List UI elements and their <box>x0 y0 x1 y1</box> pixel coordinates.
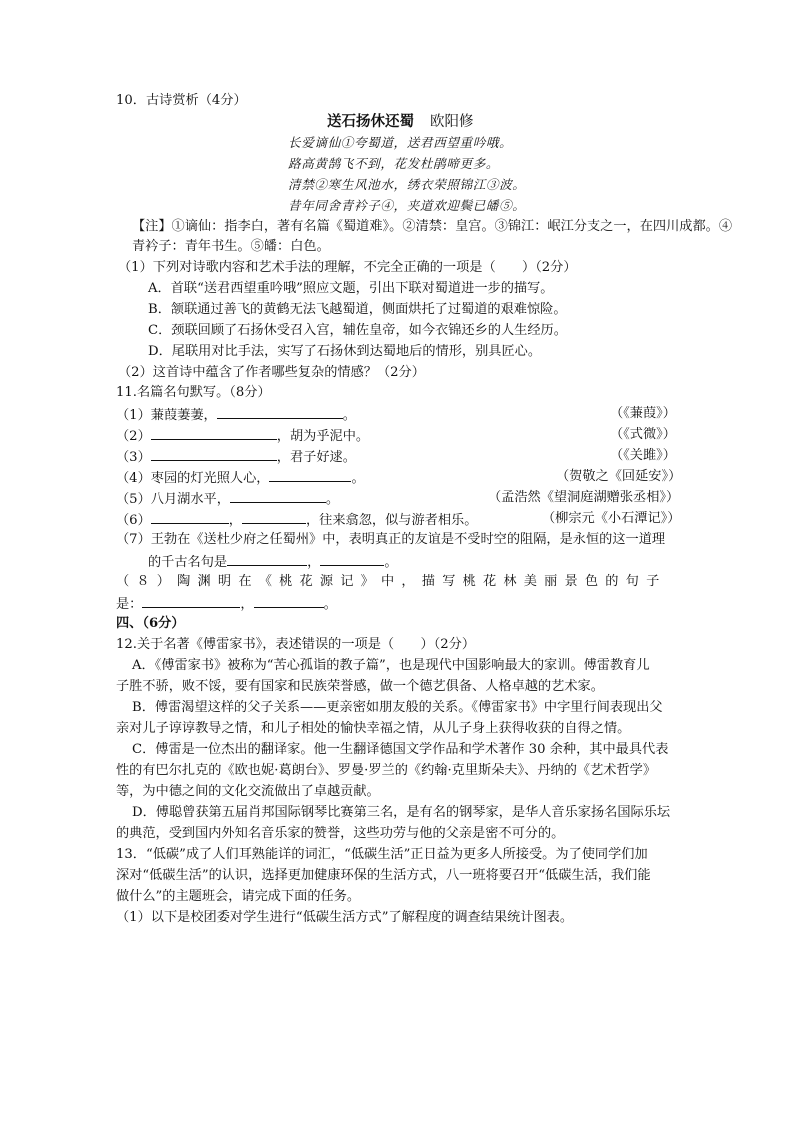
q12-option-b-line-1: B．傅雷渴望这样的父子关系——更亲密如朋友般的关系。《傅雷家书》中字里行间表现出父 <box>132 700 663 715</box>
recite-6-prefix: （6） <box>116 513 151 528</box>
q13-sub1: （1）以下是校团委对学生进行“低碳生活方式”了解程度的调查结果统计图表。 <box>116 910 574 925</box>
q12-option-c-line-2: 性的有巴尔扎克的《欧也妮·葛朗台》、罗曼·罗兰的《约翰·克里斯朵夫》、丹纳的《艺术哲学》 <box>116 763 657 778</box>
recite-8-prefix: 是： <box>116 597 143 612</box>
recite-8-suffix: 。 <box>323 597 337 612</box>
recite-2-source: （《式微》） <box>610 427 676 442</box>
recite-8-line-1: （８）陶渊明在《桃花源记》中，描写桃花林美丽景色的句子 <box>116 574 667 589</box>
q10-sub2: （2）这首诗中蕴含了作者哪些复杂的情感？（2分） <box>118 365 425 380</box>
q12-option-c-line-1: C．傅雷是一位杰出的翻译家。他一生翻译德国文学作品和学术著作 30 余种，其中最具代表 <box>132 742 669 757</box>
q10-option-c: C．颈联回顾了石扬休受召入宫，辅佐皇帝，如今衣锦还乡的人生经历。 <box>148 323 567 338</box>
recite-1-blank[interactable] <box>217 405 343 419</box>
recite-5-blank[interactable] <box>230 489 326 503</box>
poem-title: 送石扬休还蜀 <box>327 113 414 130</box>
recite-6-blank-2[interactable] <box>242 510 306 524</box>
recite-4-prefix: （4）枣园的灯光照人心， <box>116 471 270 486</box>
recite-7-line-1: （7）王勃在《送杜少府之任蜀州》中，表明真正的友谊是不受时空的阻隔，是永恒的这一道理 <box>116 532 666 547</box>
recite-row-1 <box>116 405 356 425</box>
recite-2-suffix: ，胡为乎泥中。 <box>276 429 370 444</box>
recite-3-source: （《关雎》） <box>610 448 676 463</box>
recite-row-2 <box>116 426 369 446</box>
recite-1-prefix: （1）蒹葭萋萋， <box>116 408 217 423</box>
recite-6-blank-1[interactable] <box>151 510 229 524</box>
q12-option-d-line-1: D．傅聪曾获第五届肖邦国际钢琴比赛第三名，是有名的钢琴家，是华人音乐家扬名国际乐坛 <box>132 805 671 820</box>
q10-sub1: （1）下列对诗歌内容和艺术手法的理解，不完全正确的一项是（ ）（2分） <box>118 260 577 275</box>
q13-line-1: 13．“低碳”成了人们耳熟能详的词汇，“低碳生活”正日益为更多人所接受。为了使同学们加 <box>116 847 648 862</box>
recite-8-blank-2[interactable] <box>254 594 324 608</box>
q12-option-c-line-3: 等，为中德之间的文化交流做出了卓越贡献。 <box>116 784 380 799</box>
q10-option-d: D．尾联用对比手法，实写了石扬休到达蜀地后的情形，别具匠心。 <box>148 344 542 359</box>
recite-2-prefix: （2） <box>116 429 151 444</box>
q10-option-b: B．颔联通过善飞的黄鹤无法飞越蜀道，侧面烘托了过蜀道的艰难惊险。 <box>148 302 567 317</box>
recite-1-source: （《蒹葭》） <box>610 406 676 421</box>
recite-1-suffix: 。 <box>342 408 356 423</box>
poem-author: 欧阳修 <box>430 114 474 130</box>
q12-option-a-line-2: 子胜不骄，败不馁，要有国家和民族荣誉感，做一个德艺俱备、人格卓越的艺术家。 <box>116 679 604 694</box>
q12-option-b-line-2: 亲对儿子谆谆教导之情，和儿子相处的愉快幸福之情，从儿子身上获得收获的自得之情。 <box>116 721 631 736</box>
recite-row-4 <box>116 468 365 488</box>
recite-8-middle: ， <box>240 597 254 612</box>
q13-line-2: 深对“低碳生活”的认识，选择更加健康环保的生活方式，八一班将要召开“低碳生活，我们能 <box>116 868 651 883</box>
recite-7-prefix: 的千古名句是 <box>148 555 228 570</box>
q13-line-3: 做什么”的主题班会，请完成下面的任务。 <box>116 889 361 904</box>
recite-6-middle: ， <box>228 513 242 528</box>
poem-line-3: 清禁②寒生风池水，绣衣荣照锦江③波。 <box>288 177 526 192</box>
q10-option-a: A．首联“送君西望重吟哦”照应文题，引出下联对蜀道进一步的描写。 <box>148 281 554 296</box>
recite-5-prefix: （5）八月湖水平， <box>116 492 230 507</box>
recite-7-suffix: 。 <box>384 555 398 570</box>
section-4-heading: 四、（6分） <box>116 616 185 631</box>
recite-3-blank[interactable] <box>151 447 277 461</box>
q10-heading: 10．古诗赏析（4分） <box>116 93 247 108</box>
poem-note-line-1: 【注】①谪仙：指李白，著有名篇《蜀道难》。②清禁：皇宫。③锦江：岷江分支之一，在四川成都。④ <box>132 219 733 234</box>
recite-8-blank-1[interactable] <box>142 594 240 608</box>
recite-5-source: （孟浩然《望洞庭湖赠张丞相》） <box>488 490 680 505</box>
recite-6-source: （柳宗元《小石潭记》） <box>542 511 681 526</box>
poem-line-2: 路高黄鹄飞不到，花发杜鹃啼更多。 <box>288 156 500 171</box>
recite-row-8 <box>116 594 337 614</box>
recite-row-6 <box>116 510 477 530</box>
poem-note-line-2: 青衿子：青年书生。⑤皤：白色。 <box>132 239 330 254</box>
recite-7-blank-2[interactable] <box>320 552 384 566</box>
recite-3-prefix: （3） <box>116 450 151 465</box>
q12-option-a-line-1: A．《傅雷家书》被称为“苦心孤诣的教子篇”，也是现代中国影响最大的家训。傅雷教育儿 <box>132 658 650 673</box>
recite-6-suffix: ，往来翕忽，似与游者相乐。 <box>305 513 478 528</box>
recite-2-blank[interactable] <box>151 426 277 440</box>
poem-line-1: 长爱谪仙①夸蜀道，送君西望重吟哦。 <box>288 135 513 150</box>
recite-row-7 <box>148 552 398 572</box>
recite-7-blank-1[interactable] <box>227 552 307 566</box>
recite-7-middle: ， <box>307 555 321 570</box>
recite-row-3 <box>116 447 356 467</box>
recite-3-suffix: ，君子好逑。 <box>276 450 356 465</box>
recite-5-suffix: 。 <box>325 492 340 507</box>
q11-heading: 11.名篇名句默写。（8分） <box>116 385 271 400</box>
recite-row-5 <box>116 489 339 509</box>
poem-line-4: 昔年同舍青衿子④，夹道欢迎鬓已皤⑤。 <box>288 198 526 213</box>
recite-4-suffix: 。 <box>351 471 365 486</box>
q12-option-d-line-2: 的典范，受到国内外知名音乐家的赞誉，这些功劳与他的父亲是密不可分的。 <box>116 826 565 841</box>
q12-heading: 12.关于名著《傅雷家书》，表述错误的一项是（ ）（2分） <box>116 637 476 652</box>
recite-4-source: （贺敬之《回延安》） <box>556 469 682 484</box>
recite-4-blank[interactable] <box>269 468 351 482</box>
